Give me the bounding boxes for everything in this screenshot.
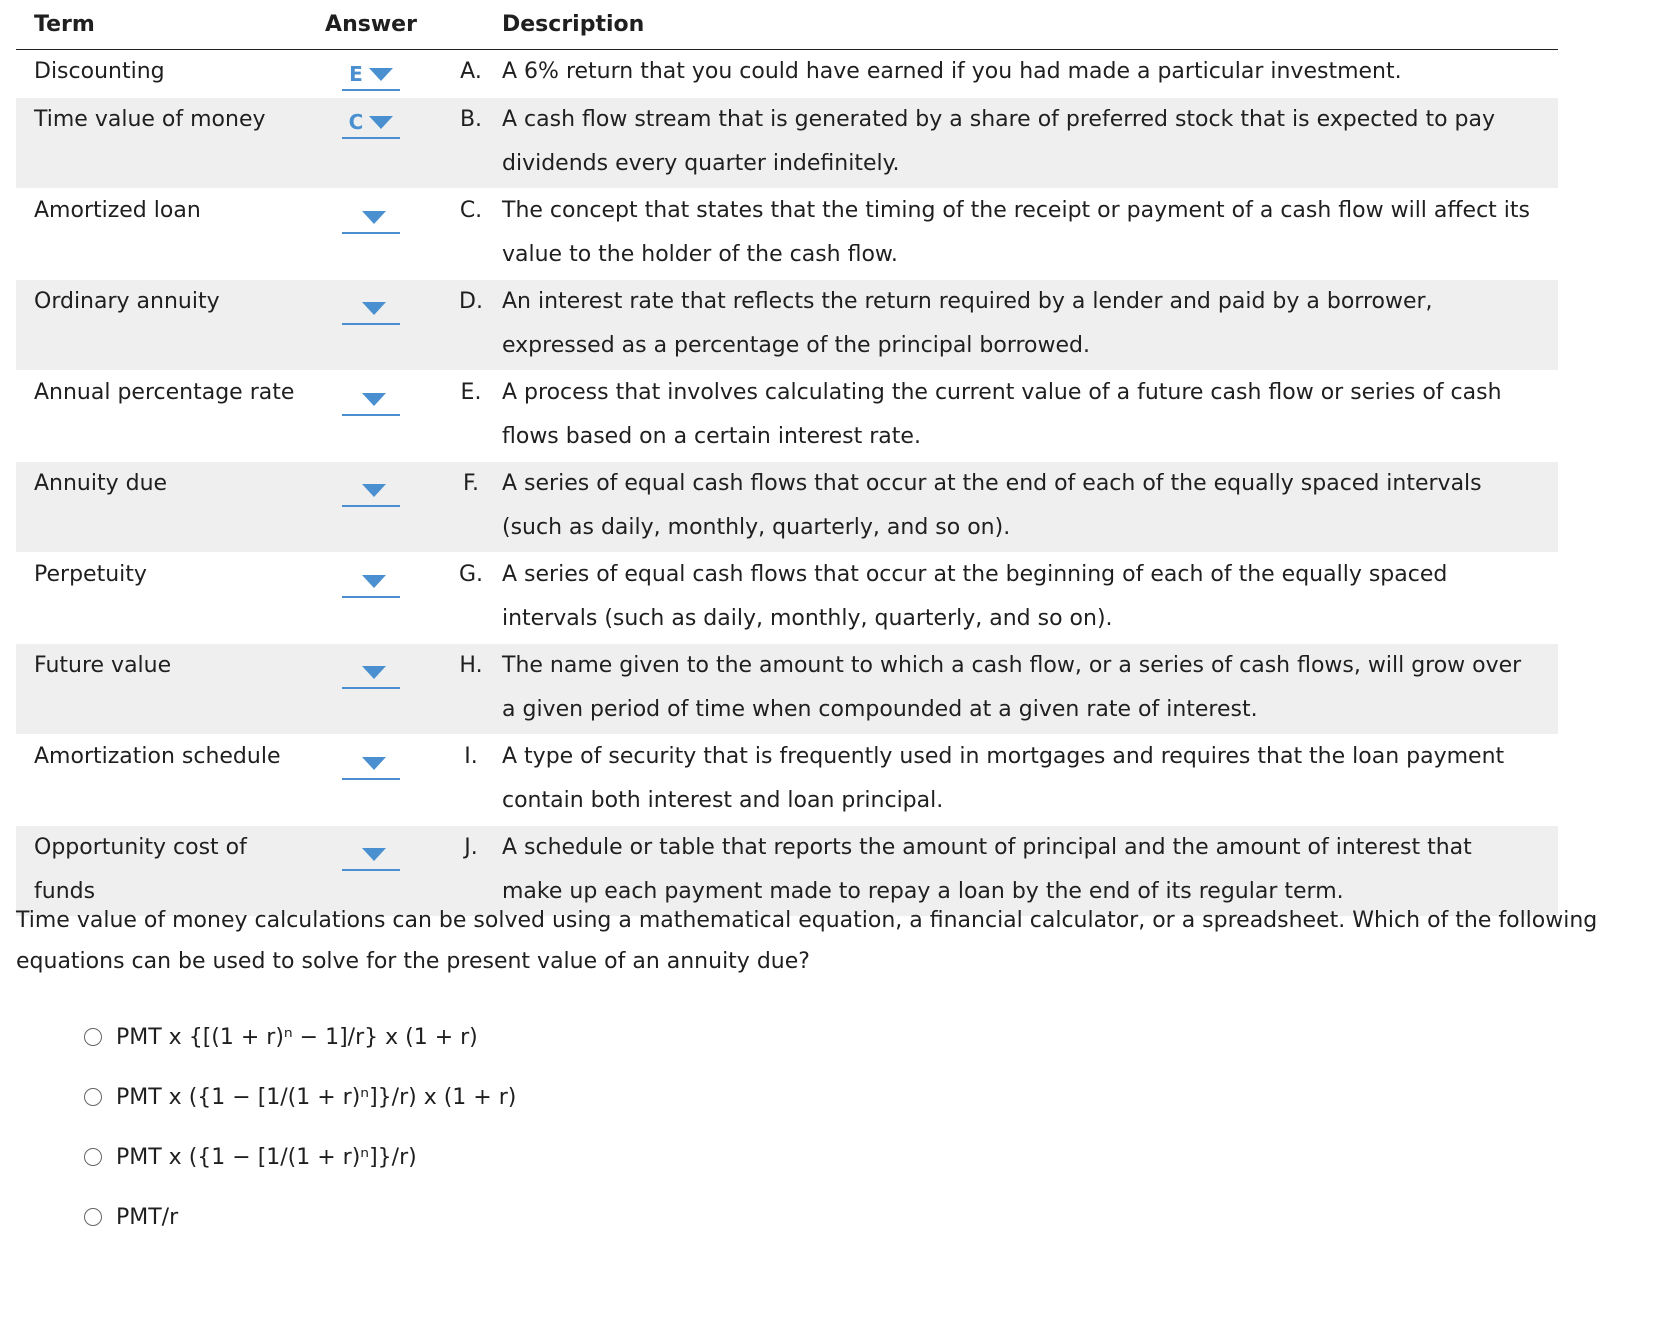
header-description: Description bbox=[502, 0, 1558, 50]
term-label: Future value bbox=[16, 644, 302, 735]
radio-button[interactable] bbox=[84, 1208, 102, 1226]
term-label: Time value of money bbox=[16, 98, 302, 189]
table-row bbox=[16, 280, 1558, 371]
radio-option[interactable] bbox=[84, 1187, 516, 1247]
table-row bbox=[16, 553, 1558, 644]
term-label: Amortized loan bbox=[16, 189, 302, 280]
answer-value: C bbox=[348, 110, 364, 134]
term-label: Amortization schedule bbox=[16, 735, 302, 826]
header-answer: Answer bbox=[302, 0, 440, 50]
description-text: A schedule or table that reports the amount of principal and the amount of interest that make up each payment made to repay a loan by the end of its regular term. bbox=[502, 826, 1558, 917]
term-label: Opportunity cost of funds bbox=[16, 826, 302, 917]
description-text: A cash flow stream that is generated by a share of preferred stock that is expected to pay dividends every quarter indefinitely. bbox=[502, 98, 1558, 189]
table-row bbox=[16, 735, 1558, 826]
option-letter: J. bbox=[440, 826, 502, 917]
answer-dropdown[interactable] bbox=[342, 202, 400, 234]
option-letter: B. bbox=[440, 98, 502, 189]
table-row bbox=[16, 462, 1558, 553]
term-label: Discounting bbox=[16, 50, 302, 98]
description-text: An interest rate that reflects the return required by a lender and paid by a borrower, expressed as a percentage of the principal borrowed. bbox=[502, 280, 1558, 371]
option-letter: E. bbox=[440, 371, 502, 462]
option-letter: F. bbox=[440, 462, 502, 553]
option-label: PMT x ({1 − [1/(1 + r)ⁿ]}/r) x (1 + r) bbox=[116, 1084, 517, 1110]
chevron-down-icon bbox=[362, 302, 386, 315]
description-text: A process that involves calculating the current value of a future cash flow or series of cash flows based on a certain interest rate. bbox=[502, 371, 1558, 462]
radio-option[interactable] bbox=[84, 1007, 516, 1067]
answer-dropdown[interactable] bbox=[342, 657, 400, 689]
answer-dropdown[interactable] bbox=[342, 107, 400, 139]
table-row bbox=[16, 50, 1558, 98]
chevron-down-icon bbox=[362, 666, 386, 679]
chevron-down-icon bbox=[362, 393, 386, 406]
description-text: The concept that states that the timing of the receipt or payment of a cash flow will affect its value to the holder of the cash flow. bbox=[502, 189, 1558, 280]
option-letter: G. bbox=[440, 553, 502, 644]
answer-dropdown[interactable] bbox=[342, 566, 400, 598]
term-label: Perpetuity bbox=[16, 553, 302, 644]
table-row bbox=[16, 644, 1558, 735]
option-label: PMT x ({1 − [1/(1 + r)ⁿ]}/r) bbox=[116, 1144, 417, 1170]
option-letter: I. bbox=[440, 735, 502, 826]
description-text: The name given to the amount to which a cash flow, or a series of cash flows, will grow over a given period of time when compounded at a given rate of interest. bbox=[502, 644, 1558, 735]
term-label: Annuity due bbox=[16, 462, 302, 553]
answer-dropdown[interactable] bbox=[342, 384, 400, 416]
radio-option[interactable] bbox=[84, 1127, 516, 1187]
chevron-down-icon bbox=[369, 68, 393, 81]
radio-button[interactable] bbox=[84, 1148, 102, 1166]
radio-button[interactable] bbox=[84, 1088, 102, 1106]
question-text: Time value of money calculations can be solved using a mathematical equation, a financial calculator, or a spreadsheet. Which of the following equations can be used to solve for the present value of an annuity due? bbox=[16, 908, 1598, 974]
answer-dropdown[interactable] bbox=[342, 59, 400, 91]
answer-dropdown[interactable] bbox=[342, 293, 400, 325]
option-letter: H. bbox=[440, 644, 502, 735]
chevron-down-icon bbox=[362, 211, 386, 224]
table-row bbox=[16, 371, 1558, 462]
chevron-down-icon bbox=[362, 757, 386, 770]
answer-options bbox=[84, 1007, 516, 1247]
chevron-down-icon bbox=[362, 848, 386, 861]
description-text: A 6% return that you could have earned if you had made a particular investment. bbox=[502, 50, 1558, 98]
chevron-down-icon bbox=[362, 575, 386, 588]
answer-value: E bbox=[349, 62, 363, 86]
description-text: A series of equal cash flows that occur at the end of each of the equally spaced intervals (such as daily, monthly, quarterly, and so on). bbox=[502, 462, 1558, 553]
option-letter: D. bbox=[440, 280, 502, 371]
chevron-down-icon bbox=[362, 484, 386, 497]
radio-option[interactable] bbox=[84, 1067, 516, 1127]
description-text: A type of security that is frequently used in mortgages and requires that the loan payment contain both interest and loan principal. bbox=[502, 735, 1558, 826]
answer-dropdown[interactable] bbox=[342, 475, 400, 507]
matching-table bbox=[16, 0, 1558, 917]
header-letter-spacer bbox=[440, 0, 502, 50]
option-label: PMT x {[(1 + r)ⁿ − 1]/r} x (1 + r) bbox=[116, 1024, 478, 1050]
term-label: Ordinary annuity bbox=[16, 280, 302, 371]
answer-dropdown[interactable] bbox=[342, 748, 400, 780]
table-row bbox=[16, 98, 1558, 189]
radio-button[interactable] bbox=[84, 1028, 102, 1046]
option-letter: A. bbox=[440, 50, 502, 98]
header-term: Term bbox=[16, 0, 302, 50]
description-text: A series of equal cash flows that occur at the beginning of each of the equally spaced intervals (such as daily, monthly, quarterly, and so on). bbox=[502, 553, 1558, 644]
answer-dropdown[interactable] bbox=[342, 839, 400, 871]
table-row bbox=[16, 189, 1558, 280]
option-label: PMT/r bbox=[116, 1204, 179, 1230]
option-letter: C. bbox=[440, 189, 502, 280]
term-label: Annual percentage rate bbox=[16, 371, 302, 462]
chevron-down-icon bbox=[369, 116, 393, 129]
